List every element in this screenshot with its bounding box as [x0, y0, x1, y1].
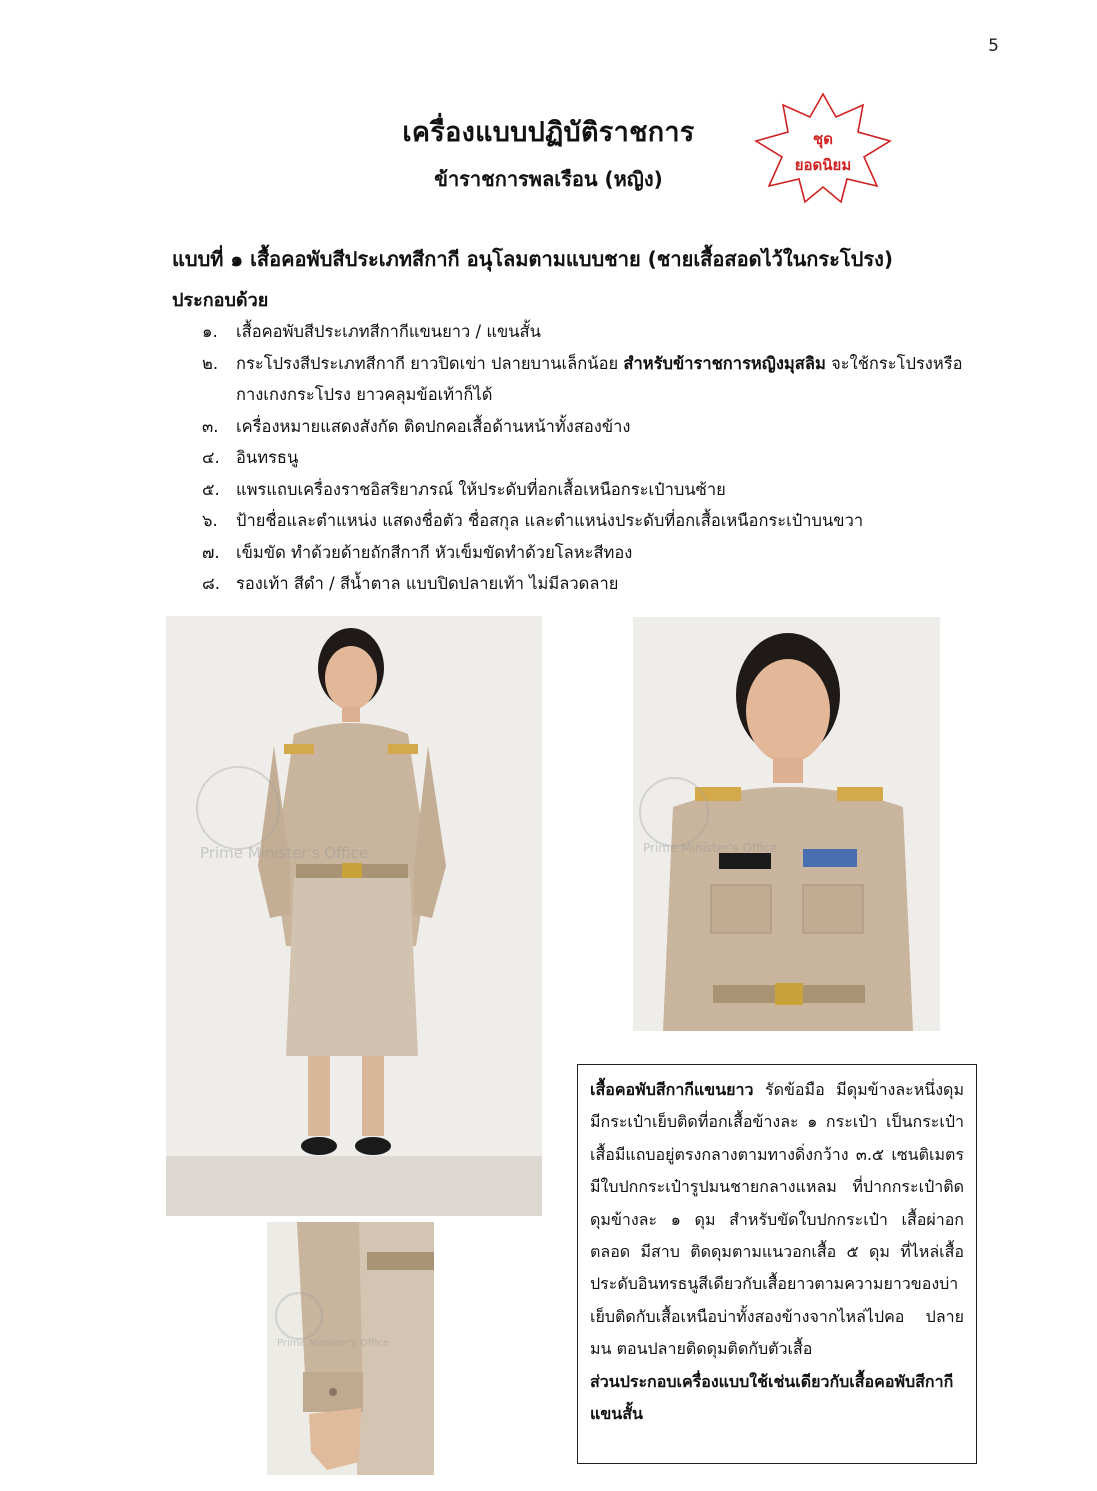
- item-text: เครื่องหมายแสดงสังกัด ติดปกคอเสื้อด้านหน้าทั้งสองข้าง: [236, 416, 631, 436]
- item-text-part: จะใช้กระโปรงหรือกางเกงกระโปรง ยาวคลุมข้อเท้าก็ได้: [236, 353, 963, 404]
- section-subheading: ประกอบด้วย: [172, 290, 269, 311]
- item-number: ๗.: [202, 542, 220, 562]
- list-item: [202, 442, 992, 474]
- popular-badge: [748, 90, 898, 206]
- item-number: ๓.: [202, 416, 219, 436]
- item-text-part: กระโปรงสีประเภทสีกากี ยาวปิดเข่า ปลายบานเล็กน้อย: [236, 353, 624, 373]
- item-text: ป้ายชื่อและตำแหน่ง แสดงชื่อตัว ชื่อสกุล และตำแหน่งประดับที่อกเสื้อเหนือกระเป๋าบนขวา: [236, 511, 864, 530]
- item-text: รองเท้า สีดำ / สีน้ำตาล แบบปิดปลายเท้า ไม่มีลวดลาย: [236, 574, 619, 593]
- photo-watermark: Prime Minister's Office: [200, 844, 369, 862]
- item-number: ๖.: [202, 511, 218, 530]
- photo-watermark: Prime Minister's Office: [277, 1338, 390, 1349]
- item-number: ๔.: [202, 448, 220, 467]
- section-heading: แบบที่ ๑ เสื้อคอพับสีประเภทสีกากี อนุโลมตามแบบชาย (ชายเสื้อสอดไว้ในกระโปรง): [172, 247, 893, 271]
- woman-in-uniform-figure: [166, 616, 542, 1216]
- emblem-seal-icon: [639, 777, 709, 847]
- sleeve-detail-photo: [267, 1222, 434, 1475]
- item-text: แพรแถบเครื่องราชอิสริยาภรณ์ ให้ประดับที่อกเสื้อเหนือกระเป๋าบนซ้าย: [236, 479, 726, 499]
- description-text: รัดข้อมือ มีดุมข้างละหนึ่งดุม มีกระเป๋าเย็บติดที่อกเสื้อข้างละ ๑ กระเป๋า เป็นกระเป๋าเสื้อมีแถบอยู่ตรงกลางตามทางดิ่งกว้าง ๓.๕ เซนติเมตร มีใบปกกระเป๋ารูปมนชายกลางแหลม ที่ปากกระเป๋าติดดุมข้างละ ๑ ดุม สำหรับขัดใบปกกระเป๋า เสื้อผ่าอกตลอด มีสาบ ติดดุมตามแนวอกเสื้อ ๕ ดุม ที่ไหล่เสื้อประดับอินทรธนูสีเดียวกับเสื้อยาวตามความยาวของบ่า เย็บติดกับเสื้อเหนือบ่าทั้งสองข้างจากไหล่ไปคอ ปลายมน ตอนปลายติดดุมติดกับตัวเสื้อ: [590, 1080, 964, 1359]
- item-text: อินทรธนู: [236, 448, 299, 467]
- uniform-upper-body-photo: [633, 617, 940, 1031]
- page-subtitle: ข้าราชการพลเรือน (หญิง): [434, 167, 663, 191]
- item-text: เสื้อคอพับสีประเภทสีกากีแขนยาว / แขนสั้น: [236, 322, 541, 341]
- item-text: [236, 348, 992, 411]
- photo-watermark: Prime Minister's Office: [643, 841, 778, 855]
- badge-line-2: ยอดนิยม: [794, 156, 852, 174]
- list-item: [202, 316, 992, 348]
- emblem-seal-icon: [196, 766, 280, 850]
- badge-line-1: ชุด: [813, 130, 833, 148]
- description-footer: ส่วนประกอบเครื่องแบบใช้เช่นเดียวกับเสื้อคอพับสีกากีแขนสั้น: [590, 1371, 954, 1424]
- item-number: ๕.: [202, 479, 220, 499]
- description-body: [590, 1074, 964, 1366]
- item-text-bold: สำหรับข้าราชการหญิงมุสลิม: [623, 353, 826, 373]
- list-item: [202, 474, 992, 506]
- page-number: 5: [988, 36, 999, 56]
- emblem-seal-icon: [275, 1292, 323, 1340]
- item-number: ๘.: [202, 574, 220, 593]
- list-item: [202, 411, 992, 443]
- list-item: [202, 568, 992, 600]
- list-item: [202, 348, 992, 411]
- uniform-full-body-photo: [166, 616, 542, 1216]
- list-item: [202, 505, 992, 537]
- component-list: [202, 316, 992, 600]
- page-title: เครื่องแบบปฏิบัติราชการ: [402, 117, 695, 148]
- item-number: ๒.: [202, 353, 219, 373]
- item-number: ๑.: [202, 322, 218, 341]
- item-text: เข็มขัด ทำด้วยด้ายถักสีกากี หัวเข็มขัดทำด้วยโลหะสีทอง: [236, 542, 633, 562]
- description-box: [577, 1064, 977, 1464]
- description-lead: เสื้อคอพับสีกากีแขนยาว: [590, 1080, 754, 1099]
- list-item: [202, 537, 992, 569]
